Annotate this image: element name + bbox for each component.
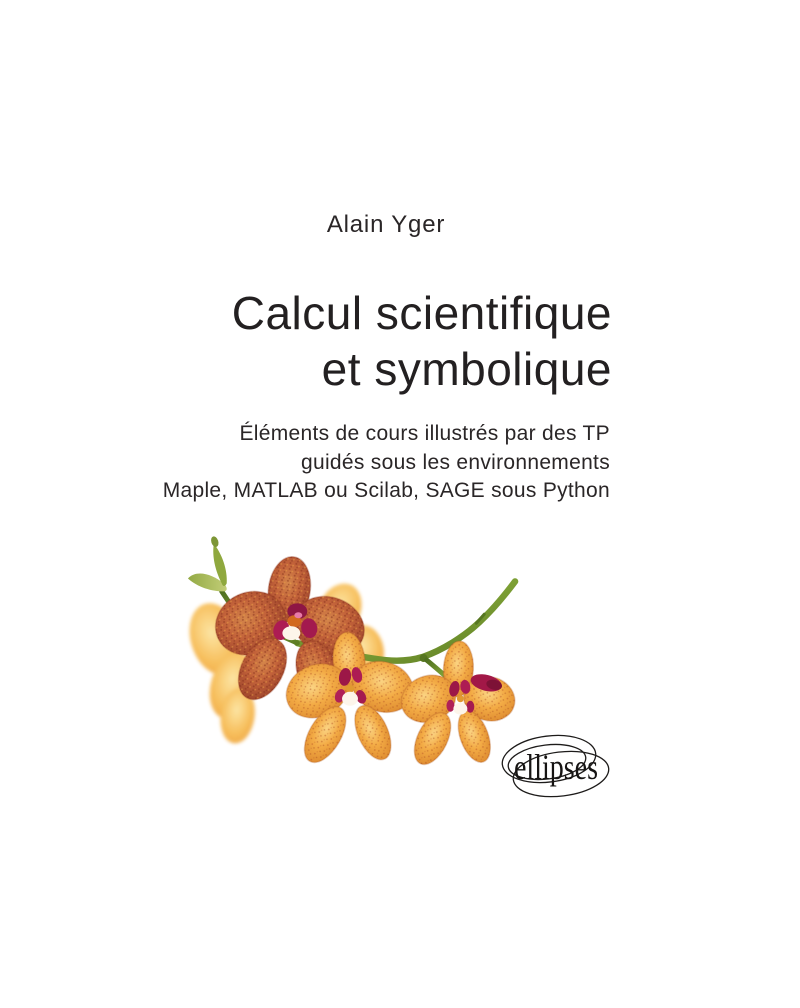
- subtitle-line-1: Éléments de cours illustrés par des TP: [239, 422, 610, 445]
- title-line-2: et symbolique: [321, 343, 612, 395]
- orchid-illustration: [178, 531, 526, 787]
- subtitle-line-3: Maple, MATLAB ou Scilab, SAGE sous Python: [162, 479, 610, 502]
- author-name: Alain Yger: [326, 211, 446, 238]
- publisher-logo-text: ellipses: [514, 747, 598, 787]
- orchid-buds: [188, 535, 227, 591]
- title-line-1: Calcul scientifique: [231, 287, 612, 339]
- subtitle-line-2: guidés sous les environnements: [300, 450, 610, 474]
- book-title: [232, 285, 612, 397]
- book-subtitle: [163, 420, 610, 506]
- publisher-logo: [497, 729, 617, 805]
